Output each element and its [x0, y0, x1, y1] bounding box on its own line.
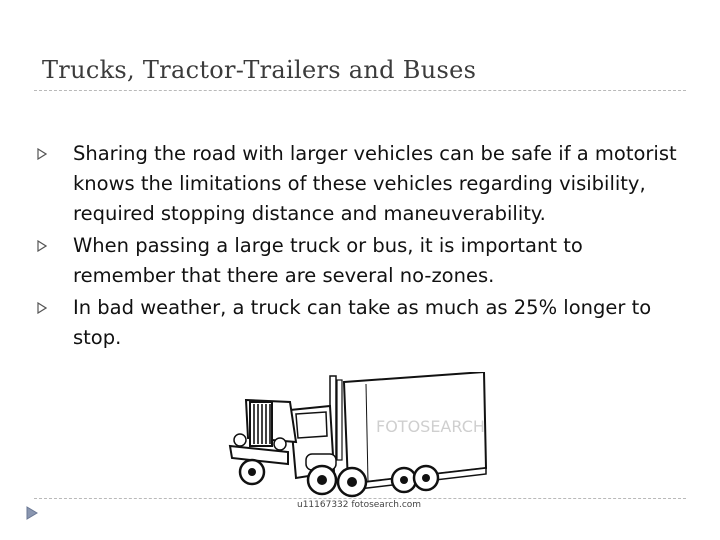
bullet-item — [37, 231, 677, 291]
truck-illustration — [226, 372, 492, 512]
bullet-item — [37, 293, 677, 353]
bullet-text: Sharing the road with larger vehicles can be safe if a motorist knows the limitations of these vehicles regarding visibility, required stopping distance and maneuverability. — [73, 142, 677, 225]
play-triangle-icon — [26, 506, 38, 520]
bottom-divider — [34, 498, 686, 499]
triangle-bullet-icon — [37, 240, 47, 252]
bullet-text: When passing a large truck or bus, it is important to remember that there are several no-zones. — [73, 234, 583, 287]
title-divider — [34, 90, 686, 91]
triangle-bullet-icon — [37, 148, 47, 160]
slide-title: Trucks, Tractor-Trailers and Buses — [42, 56, 477, 84]
bullet-item — [37, 139, 677, 229]
watermark-text: FOTOSEARCH — [376, 417, 485, 436]
image-caption: u11167332 fotosearch.com — [297, 500, 422, 510]
bullet-list — [37, 139, 677, 355]
bullet-text: In bad weather, a truck can take as much as 25% longer to stop. — [73, 296, 652, 349]
triangle-bullet-icon — [37, 302, 47, 314]
